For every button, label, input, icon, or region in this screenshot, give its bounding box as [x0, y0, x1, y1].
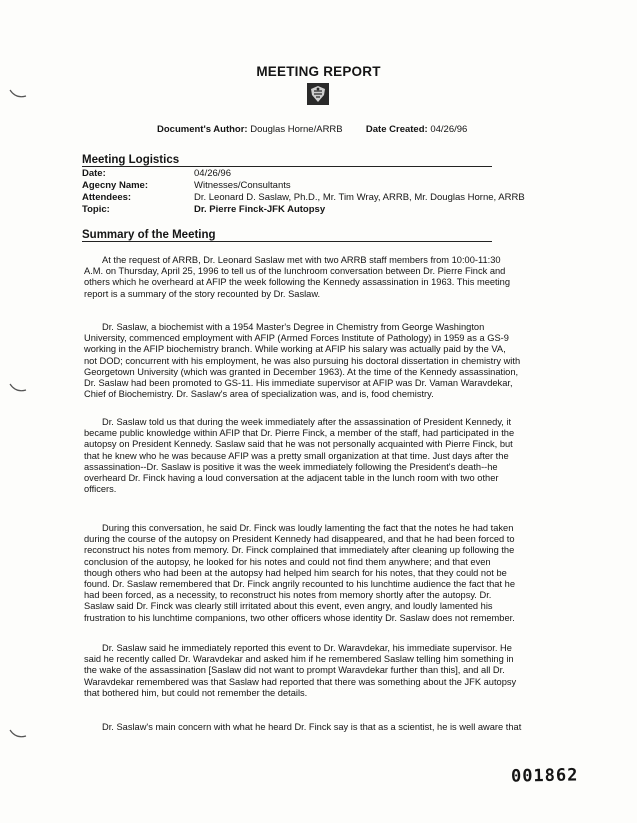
paragraph-line: the wake of the assassination [Saslaw did not want to prompt Waravdekar further than this], and all Dr. [84, 665, 505, 676]
paragraph-line: Dr. Saslaw told us that during the week immediately after the assassination of President Kennedy, it [102, 417, 512, 427]
paragraph-line: officers. [84, 484, 117, 495]
paragraph-line: During this conversation, he said Dr. Finck was loudly lamenting the fact that the notes he had taken [102, 523, 514, 533]
author-line [157, 124, 467, 135]
summary-paragraph-4 [84, 523, 560, 624]
paragraph-line: Dr. Saslaw had been promoted to GS-11. His immediate supervisor at AFIP was Dr. Vaman Waravdekar, [84, 378, 513, 389]
paragraph-line: report is a summary of the story recounted by Dr. Saslaw. [84, 288, 321, 299]
paragraph-line: overheard Dr. Finck having a loud conversation at the adjacent table in the lunch room with two other [84, 473, 499, 484]
logistics-label: Date: [82, 168, 106, 179]
paragraph-line: assassination--Dr. Saslaw is positive it was the week immediately following the President's death--he [84, 461, 498, 472]
meeting-logistics-heading: Meeting Logistics [82, 154, 492, 167]
date-created-value: 04/26/96 [430, 124, 468, 135]
paragraph-line: Chief of Biochemistry. Dr. Saslaw's area of specialization was, and is, food chemistry. [84, 389, 434, 400]
logistics-label: Agecny Name: [82, 180, 148, 191]
paragraph-line: became public knowledge within AFIP that Dr. Pierre Finck, a member of the staff, had participated in the [84, 428, 515, 439]
logistics-value: Dr. Leonard D. Saslaw, Ph.D., Mr. Tim Wray, ARRB, Mr. Douglas Horne, ARRB [194, 192, 525, 203]
paragraph-line: during the course of the autopsy on President Kennedy had disappeared, and that he had been forced to [84, 534, 515, 545]
summary-paragraph-1 [84, 255, 560, 300]
logistics-label: Attendees: [82, 192, 132, 203]
paragraph-line: At the request of ARRB, Dr. Leonard Saslaw met with two ARRB staff members from 10:00-11:30 [102, 255, 501, 265]
paragraph-line: Saslaw said Dr. Finck was clearly still irritated about this event, even angry, and loudly lamented his [84, 601, 493, 612]
paragraph-line: had been forced, as a necessity, to reconstruct his notes from memory shortly after the autopsy. Dr. [84, 590, 492, 601]
paragraph-line: Waravdekar remembered was that Saslaw had reported that there was something about the JFK autopsy [84, 676, 517, 687]
logistics-value: Witnesses/Consultants [194, 180, 291, 191]
paragraph-line: Dr. Saslaw said he immediately reported this event to Dr. Waravdekar, his immediate supervisor. He [102, 643, 512, 653]
author-label: Document's Author: [157, 124, 248, 135]
author-value: Douglas Horne/ARRB [250, 124, 343, 135]
arrb-seal-icon [307, 83, 329, 105]
summary-paragraph-6 [84, 722, 560, 733]
paragraph-line: not DOD; concurrent with his employment, he was also pursuing his doctoral dissertation in chemistry with [84, 355, 521, 366]
paragraph-line: conclusion of the autopsy, he looked for his notes and could not find them anywhere; and that even [84, 556, 491, 567]
date-created-label: Date Created: [365, 124, 428, 135]
paragraph-line: working in the AFIP biochemistry branch. While working at AFIP his salary was actually paid by the VA, [84, 344, 506, 355]
summary-paragraph-5 [84, 643, 560, 699]
paragraph-line: that bothered him, but could not remember the details. [84, 687, 308, 698]
paragraph-line: autopsy on President Kennedy. Saslaw said that he was not personally acquainted with Pierre Finck, but [84, 439, 513, 450]
summary-paragraph-3 [84, 417, 560, 495]
punch-hole-mark-top [8, 88, 28, 100]
paragraph-line: frustration to his lunchtime companions, two other officers whose identity Dr. Saslaw does not remember. [84, 612, 515, 623]
summary-paragraph-2 [84, 322, 560, 400]
punch-hole-mark-middle [8, 382, 28, 394]
paragraph-line: found. Dr. Saslaw remembered that Dr. Finck angrily recounted to his lunchtime audience the fact that he [84, 579, 515, 590]
punch-hole-mark-bottom [8, 728, 28, 740]
paragraph-line: though others who had been at the autopsy had helped him search for his notes, that they could not be [84, 567, 507, 578]
logistics-value: 04/26/96 [194, 168, 231, 179]
paragraph-line: said he recently called Dr. Waravdekar and asked him if he remembered Saslaw telling him something in [84, 654, 514, 665]
paragraph-line: that he knew who he was because AFIP was a pretty small organization at that time. Just days after the [84, 450, 509, 461]
document-number-stamp: 001862 [510, 765, 579, 787]
paragraph-line: Dr. Saslaw, a biochemist with a 1954 Master's Degree in Chemistry from George Washington [102, 322, 485, 332]
paragraph-line: Georgetown University (which was granted in December 1963). At the time of the Kennedy assassination, [84, 366, 519, 377]
paragraph-line: Dr. Saslaw's main concern with what he heard Dr. Finck say is that as a scientist, he is well aware that [102, 722, 522, 732]
logistics-label: Topic: [82, 204, 110, 215]
logistics-value: Dr. Pierre Finck-JFK Autopsy [194, 204, 326, 215]
paragraph-line: A.M. on Thursday, April 25, 1996 to tell us of the lunchroom conversation between Dr. Pierre Finck and [84, 266, 506, 277]
summary-heading: Summary of the Meeting [82, 229, 492, 242]
report-title: MEETING REPORT [256, 64, 381, 79]
paragraph-line: others which he overheard at AFIP the week following the Kennedy assassination in 1963. This meeting [84, 277, 511, 288]
paragraph-line: reconstruct his notes from memory. Dr. Finck complained that immediately after cleaning up following the [84, 545, 515, 556]
paragraph-line: University, commenced employment with AFIP (Armed Forces Institute of Pathology) in 1959 as a GS-9 [84, 333, 509, 344]
